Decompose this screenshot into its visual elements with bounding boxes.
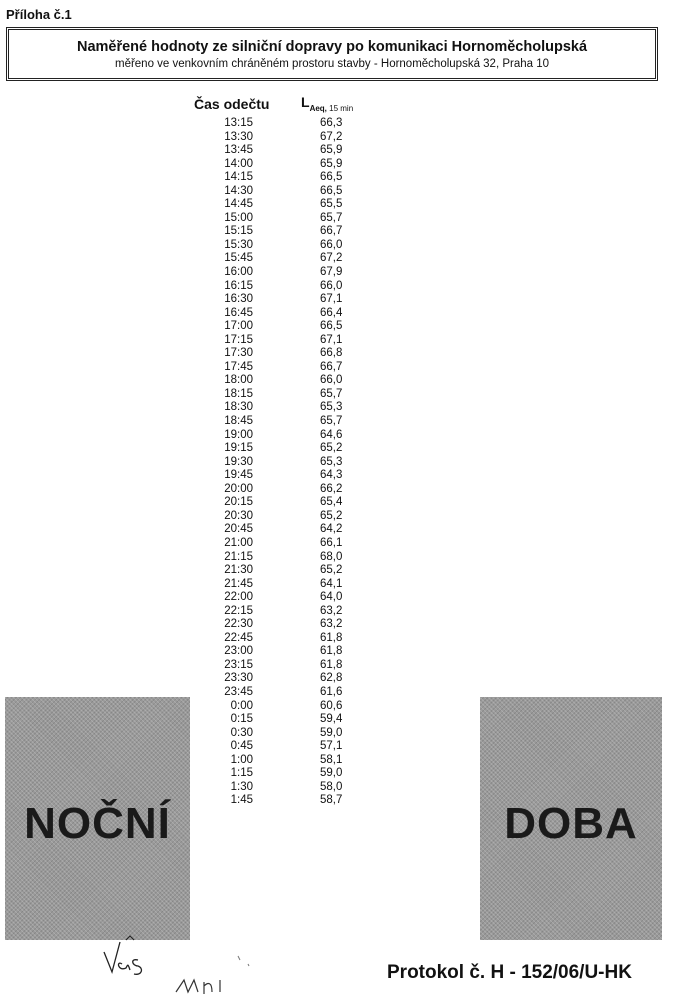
- time-cell: 14:30: [224, 184, 253, 197]
- time-cell: 0:00: [230, 699, 253, 712]
- time-cell: 13:45: [224, 144, 253, 157]
- level-value-cell: 65,7: [320, 211, 343, 224]
- level-value-cell: 68,0: [320, 550, 343, 563]
- document-subtitle: měřeno ve venkovním chráněném prostoru stavby - Hornoměcholupská 32, Praha 10: [114, 58, 550, 70]
- table-row: [0, 293, 674, 307]
- time-cell: 16:15: [224, 279, 253, 292]
- table-row: [0, 578, 674, 592]
- table-row: [0, 456, 674, 470]
- appendix-label: Příloha č.1: [6, 7, 72, 22]
- table-row: [0, 158, 674, 172]
- protocol-number: Protokol č. H - 152/06/U-HK: [387, 962, 632, 983]
- time-cell: 21:30: [224, 564, 253, 577]
- level-value-cell: 61,6: [320, 685, 343, 698]
- level-value-cell: 66,1: [320, 536, 343, 549]
- time-cell: 0:15: [230, 713, 253, 726]
- time-cell: 22:00: [224, 591, 253, 604]
- time-cell: 17:15: [224, 333, 253, 346]
- table-row: [0, 659, 674, 673]
- time-cell: 17:00: [224, 320, 253, 333]
- table-row: [0, 401, 674, 415]
- time-cell: 22:30: [224, 618, 253, 631]
- level-value-cell: 66,7: [320, 360, 343, 373]
- time-cell: 20:30: [224, 509, 253, 522]
- level-symbol: L: [301, 94, 310, 110]
- table-row: [0, 415, 674, 429]
- table-row: [0, 605, 674, 619]
- level-subscript: Aeq,: [309, 103, 327, 113]
- time-cell: 17:45: [224, 360, 253, 373]
- level-value-cell: 63,2: [320, 604, 343, 617]
- title-box: [6, 27, 658, 81]
- time-cell: 18:00: [224, 374, 253, 387]
- level-value-cell: 66,5: [320, 171, 343, 184]
- level-value-cell: 65,5: [320, 198, 343, 211]
- document-title: Naměřené hodnoty ze silniční dopravy po komunikaci Hornoměcholupská: [76, 39, 588, 55]
- level-value-cell: 65,2: [320, 442, 343, 455]
- level-value-cell: 61,8: [320, 658, 343, 671]
- table-row: [0, 239, 674, 253]
- handwritten-signature: [98, 930, 298, 1000]
- level-value-cell: 58,1: [320, 753, 343, 766]
- table-row: [0, 131, 674, 145]
- table-row: [0, 672, 674, 686]
- level-value-cell: 65,2: [320, 509, 343, 522]
- column-header-time: Čas odečtu: [194, 96, 270, 112]
- time-cell: 21:45: [224, 577, 253, 590]
- level-value-cell: 58,7: [320, 794, 343, 807]
- table-row: [0, 334, 674, 348]
- level-value-cell: 63,2: [320, 618, 343, 631]
- time-cell: 0:30: [230, 726, 253, 739]
- time-cell: 21:15: [224, 550, 253, 563]
- level-value-cell: 67,2: [320, 252, 343, 265]
- time-cell: 14:15: [224, 171, 253, 184]
- time-cell: 15:45: [224, 252, 253, 265]
- level-value-cell: 66,8: [320, 347, 343, 360]
- time-cell: 20:15: [224, 496, 253, 509]
- table-row: [0, 198, 674, 212]
- level-value-cell: 60,6: [320, 699, 343, 712]
- time-cell: 1:30: [230, 780, 253, 793]
- table-row: [0, 618, 674, 632]
- level-value-cell: 57,1: [320, 740, 343, 753]
- table-row: [0, 388, 674, 402]
- time-cell: 13:30: [224, 130, 253, 143]
- time-cell: 15:00: [224, 211, 253, 224]
- time-cell: 23:45: [224, 685, 253, 698]
- level-value-cell: 66,7: [320, 225, 343, 238]
- level-value-cell: 65,2: [320, 564, 343, 577]
- level-value-cell: 64,0: [320, 591, 343, 604]
- level-value-cell: 66,5: [320, 320, 343, 333]
- table-row: [0, 645, 674, 659]
- time-cell: 22:15: [224, 604, 253, 617]
- table-row: [0, 442, 674, 456]
- level-value-cell: 64,2: [320, 523, 343, 536]
- time-cell: 16:45: [224, 306, 253, 319]
- table-row: [0, 225, 674, 239]
- time-cell: 19:00: [224, 428, 253, 441]
- table-row: [0, 212, 674, 226]
- level-value-cell: 66,0: [320, 374, 343, 387]
- level-value-cell: 59,0: [320, 726, 343, 739]
- time-cell: 23:00: [224, 645, 253, 658]
- level-value-cell: 65,4: [320, 496, 343, 509]
- level-value-cell: 65,9: [320, 144, 343, 157]
- time-cell: 15:15: [224, 225, 253, 238]
- level-value-cell: 64,1: [320, 577, 343, 590]
- level-value-cell: 66,4: [320, 306, 343, 319]
- table-row: [0, 171, 674, 185]
- table-row: [0, 429, 674, 443]
- time-cell: 22:45: [224, 631, 253, 644]
- time-cell: 21:00: [224, 536, 253, 549]
- table-row: [0, 510, 674, 524]
- table-row: [0, 496, 674, 510]
- level-value-cell: 64,6: [320, 428, 343, 441]
- level-value-cell: 67,9: [320, 266, 343, 279]
- table-row: [0, 252, 674, 266]
- time-cell: 17:30: [224, 347, 253, 360]
- table-row: [0, 117, 674, 131]
- table-row: [0, 632, 674, 646]
- table-row: [0, 483, 674, 497]
- time-cell: 20:45: [224, 523, 253, 536]
- time-cell: 18:30: [224, 401, 253, 414]
- table-row: [0, 185, 674, 199]
- time-cell: 18:15: [224, 387, 253, 400]
- level-value-cell: 61,8: [320, 631, 343, 644]
- table-row: [0, 266, 674, 280]
- table-row: [0, 591, 674, 605]
- table-row: [0, 523, 674, 537]
- level-value-cell: 65,7: [320, 387, 343, 400]
- table-row: [0, 280, 674, 294]
- time-cell: 13:15: [224, 117, 253, 129]
- table-row: [0, 551, 674, 565]
- time-cell: 16:30: [224, 293, 253, 306]
- level-value-cell: 65,3: [320, 401, 343, 414]
- level-value-cell: 66,0: [320, 279, 343, 292]
- table-row: [0, 307, 674, 321]
- night-stamp-label: NOČNÍ: [24, 798, 171, 848]
- table-row: [0, 361, 674, 375]
- table-row: [0, 469, 674, 483]
- table-row: [0, 320, 674, 334]
- level-value-cell: 59,4: [320, 713, 343, 726]
- night-stamp: [5, 697, 190, 940]
- level-value-cell: 66,2: [320, 482, 343, 495]
- level-value-cell: 65,7: [320, 415, 343, 428]
- table-row: [0, 564, 674, 578]
- table-row: [0, 347, 674, 361]
- time-cell: 23:30: [224, 672, 253, 685]
- level-value-cell: 58,0: [320, 780, 343, 793]
- column-header-level: [301, 94, 353, 113]
- time-cell: 19:45: [224, 469, 253, 482]
- level-value-cell: 61,8: [320, 645, 343, 658]
- time-cell: 1:00: [230, 753, 253, 766]
- table-row: [0, 374, 674, 388]
- level-value-cell: 66,5: [320, 184, 343, 197]
- level-value-cell: 66,0: [320, 238, 343, 251]
- time-cell: 19:30: [224, 455, 253, 468]
- table-row: [0, 537, 674, 551]
- level-value-cell: 65,9: [320, 157, 343, 170]
- level-value-cell: 64,3: [320, 469, 343, 482]
- level-value-cell: 67,1: [320, 293, 343, 306]
- time-cell: 18:45: [224, 415, 253, 428]
- period-stamp-label: DOBA: [504, 798, 638, 848]
- time-cell: 20:00: [224, 482, 253, 495]
- level-value-cell: 67,1: [320, 333, 343, 346]
- level-value-cell: 66,3: [320, 117, 343, 129]
- time-cell: 16:00: [224, 266, 253, 279]
- level-value-cell: 67,2: [320, 130, 343, 143]
- time-cell: 23:15: [224, 658, 253, 671]
- time-cell: 15:30: [224, 238, 253, 251]
- period-stamp: [480, 697, 662, 940]
- level-value-cell: 62,8: [320, 672, 343, 685]
- time-cell: 14:00: [224, 157, 253, 170]
- time-cell: 1:45: [230, 794, 253, 807]
- level-interval: 15 min: [326, 103, 354, 113]
- time-cell: 19:15: [224, 442, 253, 455]
- time-cell: 1:15: [230, 767, 253, 780]
- level-value-cell: 59,0: [320, 767, 343, 780]
- time-cell: 0:45: [230, 740, 253, 753]
- time-cell: 14:45: [224, 198, 253, 211]
- table-row: [0, 144, 674, 158]
- level-value-cell: 65,3: [320, 455, 343, 468]
